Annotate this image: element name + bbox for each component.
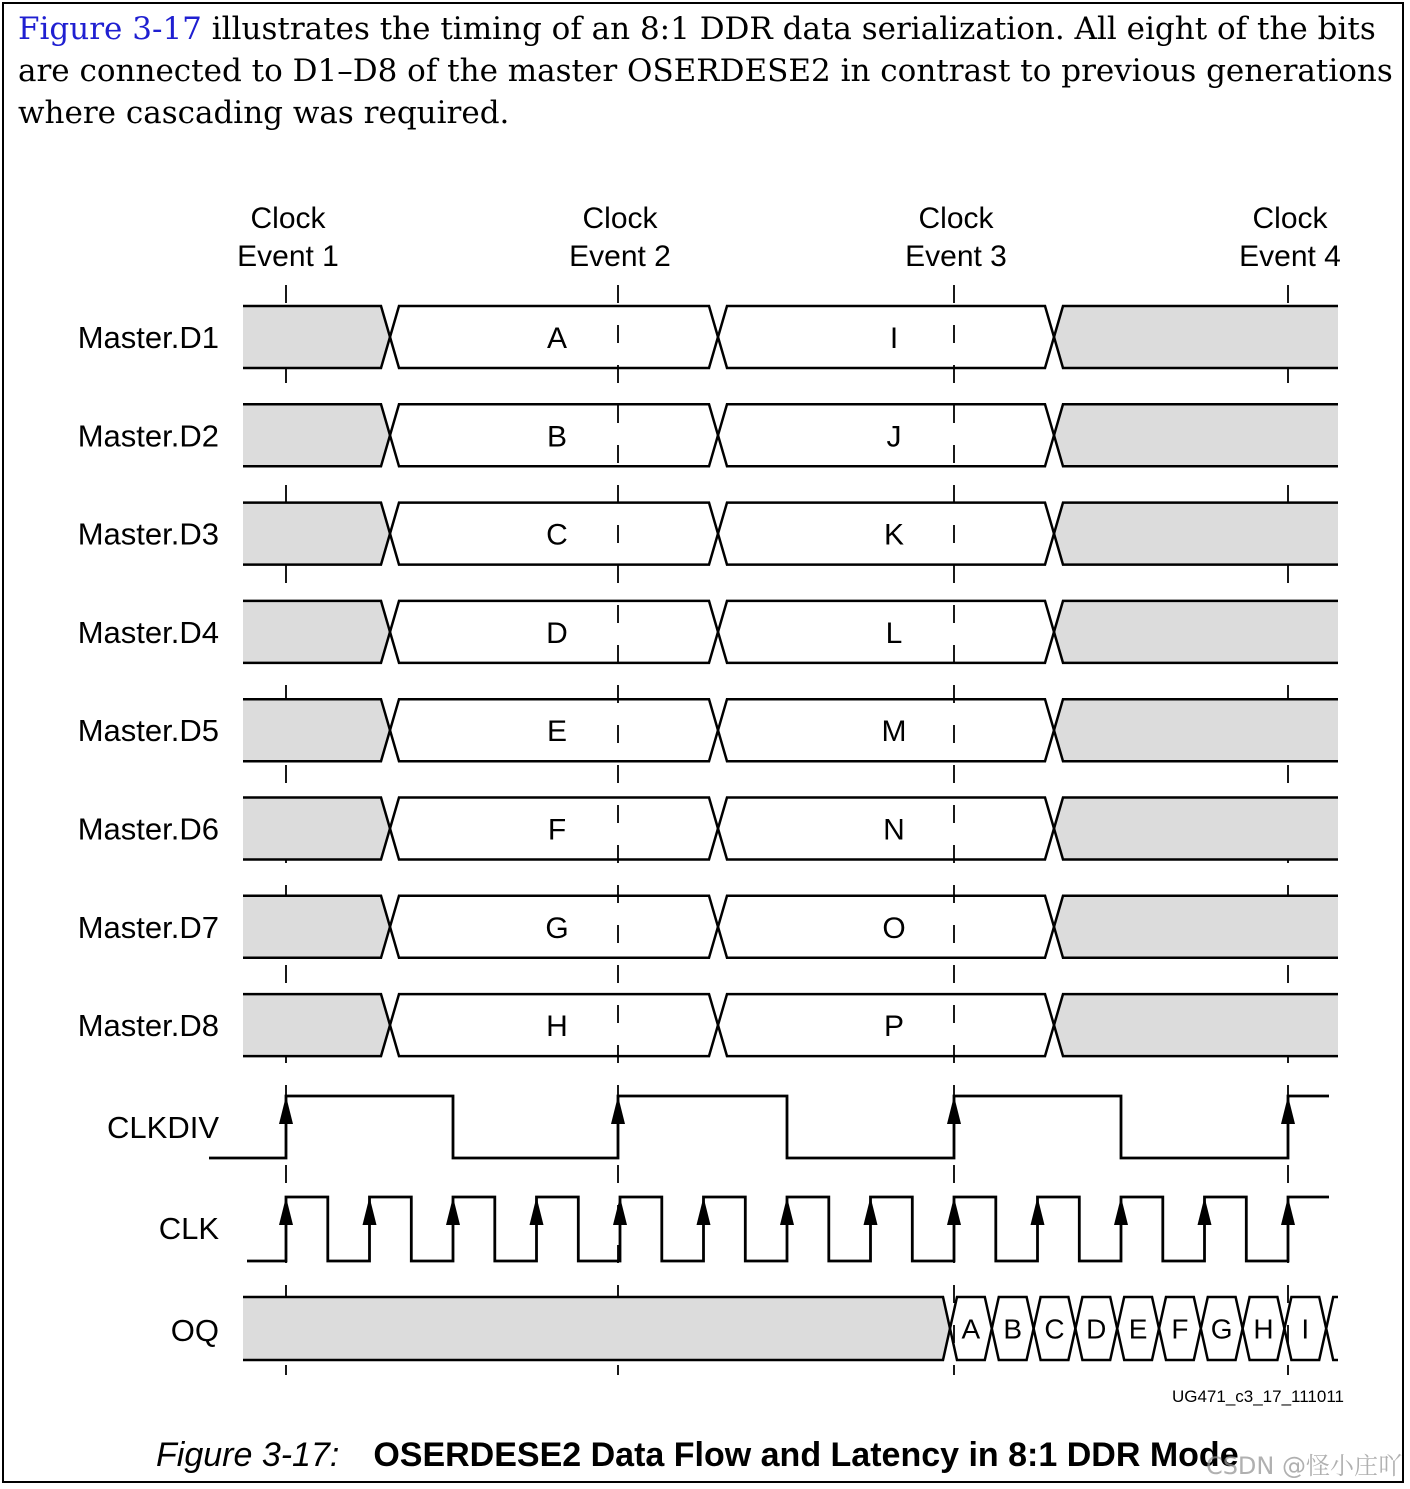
figure-link[interactable]: Figure 3-17 bbox=[18, 11, 202, 47]
oq-bit-e: E bbox=[1128, 1313, 1148, 1345]
data-value-first: B bbox=[546, 420, 568, 454]
signal-label-master-d2: Master.D2 bbox=[77, 418, 219, 454]
clock-event-2-line2: Event 2 bbox=[569, 240, 671, 273]
row-undefined-left bbox=[243, 798, 390, 860]
data-value-second: O bbox=[882, 911, 906, 945]
data-rows bbox=[78, 306, 1338, 1056]
rising-edge-arrow bbox=[1281, 1197, 1295, 1225]
signal-label-master-d5: Master.D5 bbox=[77, 713, 219, 749]
data-row-7 bbox=[78, 896, 1338, 958]
row-undefined-left bbox=[243, 994, 390, 1056]
rising-edge-arrow bbox=[613, 1197, 627, 1225]
data-value-first: F bbox=[547, 813, 567, 847]
rising-edge-arrow bbox=[697, 1197, 711, 1225]
data-row-4 bbox=[78, 601, 1338, 663]
rising-edge-arrow bbox=[530, 1197, 544, 1225]
row-undefined-left bbox=[243, 306, 390, 368]
row-undefined-right bbox=[1054, 798, 1338, 860]
clock-event-3-line1: Clock bbox=[918, 202, 994, 235]
clock-waveforms bbox=[107, 1096, 1329, 1261]
rising-edge-arrow bbox=[1114, 1197, 1128, 1225]
data-row-3 bbox=[78, 503, 1338, 565]
caption-number: Figure 3-17: bbox=[156, 1436, 340, 1474]
clock-event-4-line2: Event 4 bbox=[1239, 240, 1341, 273]
row-undefined-right bbox=[1054, 503, 1338, 565]
row-undefined-right bbox=[1054, 699, 1338, 761]
rising-edge-arrow bbox=[279, 1096, 293, 1124]
clk-waveform bbox=[159, 1197, 1329, 1261]
watermark: CSDN @怪小庄吖 bbox=[1205, 1452, 1402, 1480]
signal-label-master-d8: Master.D8 bbox=[77, 1008, 219, 1044]
signal-label-master-d4: Master.D4 bbox=[77, 614, 219, 650]
row-undefined-left bbox=[243, 503, 390, 565]
oq-bit-d: D bbox=[1086, 1313, 1107, 1345]
rising-edge-arrow bbox=[947, 1197, 961, 1225]
clock-event-2-line1: Clock bbox=[582, 202, 658, 235]
figure-id: UG471_c3_17_111011 bbox=[1171, 1387, 1344, 1406]
data-row-2 bbox=[78, 404, 1338, 466]
clock-event-4-line1: Clock bbox=[1252, 202, 1328, 235]
rising-edge-arrow bbox=[947, 1096, 961, 1124]
clock-event-1-line1: Clock bbox=[250, 202, 326, 235]
data-value-first: A bbox=[546, 322, 568, 355]
clock-event-3-line2: Event 3 bbox=[905, 240, 1007, 273]
data-value-second: N bbox=[883, 813, 905, 847]
row-undefined-right bbox=[1054, 994, 1338, 1056]
rising-edge-arrow bbox=[780, 1197, 794, 1225]
oq-bit-b: B bbox=[1003, 1313, 1023, 1345]
data-value-second: M bbox=[881, 715, 907, 749]
rising-edge-arrow bbox=[279, 1197, 293, 1225]
data-row-1 bbox=[78, 306, 1338, 368]
oq-bit-g: G bbox=[1210, 1313, 1233, 1345]
row-undefined-left bbox=[243, 699, 390, 761]
oq-bit-c: C bbox=[1044, 1313, 1065, 1345]
oq-bit-f: F bbox=[1171, 1313, 1189, 1345]
row-undefined-right bbox=[1054, 306, 1338, 368]
clkdiv-trace bbox=[209, 1096, 1329, 1158]
rising-edge-arrow bbox=[864, 1197, 878, 1225]
data-value-first: H bbox=[546, 1010, 568, 1044]
clkdiv-waveform bbox=[107, 1096, 1329, 1158]
data-value-first: G bbox=[545, 911, 569, 945]
data-value-second: I bbox=[889, 322, 899, 355]
signal-label-clk: CLK bbox=[158, 1211, 219, 1246]
oq-bit-a: A bbox=[961, 1313, 981, 1345]
data-value-second: K bbox=[883, 518, 905, 552]
data-value-second: J bbox=[886, 420, 902, 454]
data-value-first: E bbox=[546, 715, 568, 749]
data-value-second: P bbox=[883, 1010, 905, 1044]
signal-label-clkdiv: CLKDIV bbox=[107, 1110, 219, 1145]
oq-waveform bbox=[171, 1297, 1338, 1360]
signal-label-master-d7: Master.D7 bbox=[77, 909, 219, 945]
signal-label-master-d1: Master.D1 bbox=[77, 320, 219, 355]
oq-bit-h: H bbox=[1253, 1313, 1274, 1345]
data-row-5 bbox=[78, 699, 1338, 761]
signal-label-oq: OQ bbox=[170, 1313, 219, 1348]
row-undefined-right bbox=[1054, 601, 1338, 663]
signal-label-master-d6: Master.D6 bbox=[77, 811, 219, 847]
data-value-second: L bbox=[885, 616, 903, 650]
intro-text: illustrates the timing of an 8:1 DDR data serialization. All eight of the bits are connected to D1–D8 of the master OSERDESE2 in contrast to previous generations where cascading was required. bbox=[18, 11, 1393, 131]
signal-label-master-d3: Master.D3 bbox=[77, 516, 219, 552]
rising-edge-arrow bbox=[1198, 1197, 1212, 1225]
oq-undefined-region bbox=[243, 1297, 950, 1360]
clock-event-headers bbox=[237, 202, 1341, 273]
data-row-6 bbox=[78, 798, 1338, 860]
clock-event-1-line2: Event 1 bbox=[237, 240, 339, 273]
rising-edge-arrow bbox=[1031, 1197, 1045, 1225]
rising-edge-arrow bbox=[611, 1096, 625, 1124]
figure-caption bbox=[156, 1436, 1239, 1475]
rising-edge-arrow bbox=[446, 1197, 460, 1225]
data-value-first: D bbox=[546, 616, 568, 650]
row-undefined-right bbox=[1054, 404, 1338, 466]
data-value-first: C bbox=[546, 518, 568, 552]
rising-edge-arrow bbox=[363, 1197, 377, 1225]
row-undefined-left bbox=[243, 601, 390, 663]
oq-bit-i: I bbox=[1301, 1313, 1310, 1345]
rising-edge-arrow bbox=[1281, 1096, 1295, 1124]
row-undefined-right bbox=[1054, 896, 1338, 958]
row-undefined-left bbox=[243, 404, 390, 466]
row-undefined-left bbox=[243, 896, 390, 958]
caption-title: OSERDESE2 Data Flow and Latency in 8:1 DDR Mode bbox=[373, 1436, 1239, 1474]
data-row-8 bbox=[78, 994, 1338, 1056]
